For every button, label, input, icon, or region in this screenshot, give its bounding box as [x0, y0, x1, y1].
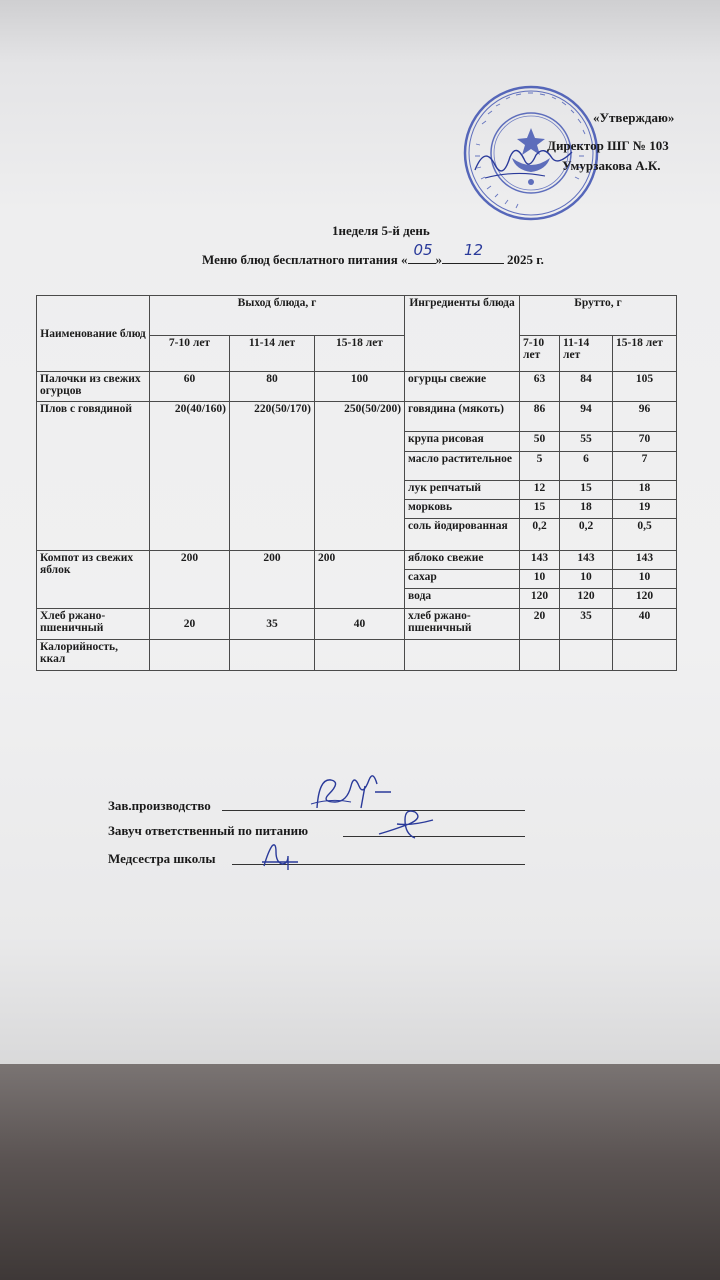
brutto-value: 120: [560, 589, 613, 609]
production-manager-label: Зав.производство: [108, 798, 211, 813]
brutto-value: 84: [560, 372, 613, 402]
brutto-value: 40: [613, 609, 677, 640]
brutto-value: 6: [560, 452, 613, 481]
brutto-value: 0,2: [560, 519, 613, 551]
brutto-value: 50: [520, 432, 560, 452]
week-day-title: 1неделя 5-й день: [332, 223, 430, 238]
date-day-blank: [408, 241, 436, 264]
brutto-value: 15: [560, 481, 613, 500]
brutto-value: 18: [613, 481, 677, 500]
date-month-value: 12: [464, 241, 484, 259]
output-value: 20: [150, 609, 230, 640]
brutto-value: 10: [613, 570, 677, 589]
ingredient-name: вода: [405, 589, 520, 609]
output-value: 80: [230, 372, 315, 402]
empty-cell: [613, 640, 677, 671]
dish-name: Компот из свежих яблок: [37, 551, 150, 609]
brutto-value: 0,5: [613, 519, 677, 551]
date-month-blank: [442, 241, 504, 264]
table-row: [37, 640, 677, 671]
ingredient-name: говядина (мякоть): [405, 402, 520, 432]
output-value: 250(50/200): [315, 402, 405, 551]
brutto-value: 143: [613, 551, 677, 570]
date-day-value: 05: [413, 241, 433, 259]
output-value: 200: [150, 551, 230, 609]
menu-table: [36, 295, 677, 671]
nurse-signature: [258, 838, 308, 872]
brutto-value: 86: [520, 402, 560, 432]
brutto-value: 5: [520, 452, 560, 481]
output-value: 40: [315, 609, 405, 640]
head-teacher-label: Завуч ответственный по питанию: [108, 823, 309, 838]
menu-title: [202, 241, 544, 268]
date-separator: »: [435, 252, 442, 267]
empty-cell: [315, 640, 405, 671]
ingredient-name: морковь: [405, 500, 520, 519]
brutto-value: 96: [613, 402, 677, 432]
brutto-value: 12: [520, 481, 560, 500]
head-teacher-signature: [375, 808, 445, 842]
output-value: 60: [150, 372, 230, 402]
output-value: 35: [230, 609, 315, 640]
brutto-value: 18: [560, 500, 613, 519]
brutto-value: 70: [613, 432, 677, 452]
brutto-value: 19: [613, 500, 677, 519]
dish-name: Хлеб ржано-пшеничный: [37, 609, 150, 640]
brutto-value: 7: [613, 452, 677, 481]
dish-name: Плов с говядиной: [37, 402, 150, 551]
empty-cell: [230, 640, 315, 671]
director-title: Директор ШГ № 103: [547, 138, 669, 153]
empty-cell: [150, 640, 230, 671]
header-output-age: 15-18 лет: [315, 336, 405, 372]
output-value: 20(40/160): [150, 402, 230, 551]
brutto-value: 105: [613, 372, 677, 402]
output-value: 200: [230, 551, 315, 609]
header-output: Выход блюда, г: [150, 296, 405, 336]
brutto-value: 143: [520, 551, 560, 570]
header-row-1: [37, 296, 677, 336]
dish-name: Палочки из свежих огурцов: [37, 372, 150, 402]
ingredient-name: огурцы свежие: [405, 372, 520, 402]
ingredient-name: крупа рисовая: [405, 432, 520, 452]
header-brutto-age: 11-14 лет: [560, 336, 613, 372]
brutto-value: 63: [520, 372, 560, 402]
brutto-value: 15: [520, 500, 560, 519]
menu-title-prefix: Меню блюд бесплатного питания «: [202, 252, 408, 267]
header-brutto-age: 7-10 лет: [520, 336, 560, 372]
nurse-label: Медсестра школы: [108, 851, 216, 866]
brutto-value: 55: [560, 432, 613, 452]
brutto-value: 0,2: [520, 519, 560, 551]
director-signature: [470, 140, 580, 185]
header-brutto-age: 15-18 лет: [613, 336, 677, 372]
ingredient-name: масло растительное: [405, 452, 520, 481]
empty-cell: [520, 640, 560, 671]
table-row: [37, 551, 677, 570]
approval-label: «Утверждаю»: [593, 110, 675, 125]
output-value: 220(50/170): [230, 402, 315, 551]
ingredient-name: яблоко свежие: [405, 551, 520, 570]
table-row: [37, 402, 677, 432]
table-row: [37, 609, 677, 640]
table-row: [37, 372, 677, 402]
brutto-value: 94: [560, 402, 613, 432]
brutto-value: 35: [560, 609, 613, 640]
date-year: 2025 г.: [507, 252, 544, 267]
header-dish-name: Наименование блюд: [37, 296, 150, 372]
ingredient-name: хлеб ржано-пшеничный: [405, 609, 520, 640]
ingredient-name: лук репчатый: [405, 481, 520, 500]
brutto-value: 120: [520, 589, 560, 609]
director-name: Умурзакова А.К.: [562, 158, 661, 173]
header-output-age: 11-14 лет: [230, 336, 315, 372]
output-value: 100: [315, 372, 405, 402]
brutto-value: 10: [520, 570, 560, 589]
header-brutto: Брутто, г: [520, 296, 677, 336]
header-output-age: 7-10 лет: [150, 336, 230, 372]
calories-label: Калорийность, ккал: [37, 640, 150, 671]
ingredient-name: соль йодированная: [405, 519, 520, 551]
empty-cell: [560, 640, 613, 671]
header-ingredients: Ингредиенты блюда: [405, 296, 520, 372]
empty-cell: [405, 640, 520, 671]
background-surface: [0, 1064, 720, 1280]
brutto-value: 20: [520, 609, 560, 640]
output-value: 200: [315, 551, 405, 609]
brutto-value: 10: [560, 570, 613, 589]
brutto-value: 120: [613, 589, 677, 609]
brutto-value: 143: [560, 551, 613, 570]
ingredient-name: сахар: [405, 570, 520, 589]
